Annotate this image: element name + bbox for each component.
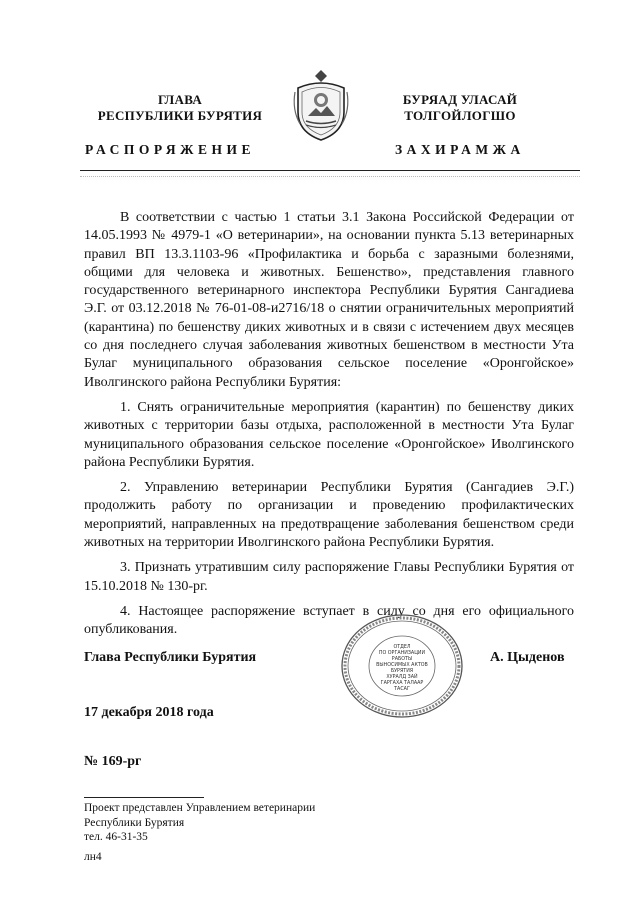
seal-line-8: ТАСАГ [394,687,410,692]
official-seal-icon [340,613,464,719]
header-left-line1: ГЛАВА [157,92,203,107]
seal-line-1: ОТДЕЛ [393,645,411,650]
signatory-name: А. Цыденов [490,650,565,665]
seal-line-4: ВЫНОСИМЫХ АКТОВ [376,663,428,668]
header-left-line2: РЕСПУБЛИКИ БУРЯТИЯ [97,108,263,123]
preamble-paragraph: В соответствии с частью 1 статьи 3.1 Закона Российской Федерации от 14.05.1993 № 4979-1 «О ветеринарии», на основании пункта 5.13 ветеринарных правил ВП 13.3.1103-96 «Профилактика и борьба с заразными болезнями, общими для человека и животных. Бешенство», представления главного государственного ветеринарного инспектора Республики Бурятия Сангадиева Э.Г. от 03.12.2018 № 76-01-08-и2716/18 о снятии ограничительных мероприятий (карантина) по бешенству диких животных и в связи с истечением двух месяцев со дня последнего случая заболевания животных бешенством в местности Ута Булаг муниципального образования сельское поселение «Оронгойское» Иволгинского района Республики Бурятия: [84,210,574,390]
footer-note [84,801,315,845]
footer-phone: тел. 46-31-35 [84,831,148,843]
footer-code: лн4 [84,851,102,863]
seal-line-3: РАБОТЫ [391,657,413,662]
seal-line-5: БУРЯТИЯ [390,669,414,674]
document-date: 17 декабря 2018 года [84,705,214,720]
seal-line-6: ХУРАЛД ЗАЙ [386,675,418,680]
footer-line-2: Республики Бурятия [84,816,185,829]
item-2-paragraph: 2. Управлению ветеринарии Республики Бурятия (Сангадиев Э.Г.) продолжить работу по организации и проведению профилактических мероприятий, направленных на предотвращение заболевания бешенством среди животных на территории Иволгинского района Республики Бурятия. [84,480,574,551]
header-right-line2: ТОЛГОЙЛОГШО [404,108,516,123]
decree-title-bur: ЗАХИРАМЖА [395,142,525,157]
footer-divider [84,797,204,798]
document-body [84,209,574,647]
header-right-line1: БУРЯАД УЛАСАЙ [402,92,518,107]
header-dotted-divider [80,176,580,177]
item-4-paragraph: 4. Настоящее распоряжение вступает в силу со дня его официального опубликования. [84,603,574,638]
seal-line-7: ГАРГАХА ТАЛААР [380,681,424,686]
header-left [80,92,280,124]
seal-line-2: ПО ОРГАНИЗАЦИИ [378,651,426,656]
item-1-paragraph: 1. Снять ограничительные мероприятия (карантин) по бешенству диких животных с территории базы отдыха, расположенной в местности Ута Булаг муниципального образования сельское поселение «Оронгойское» Иволгинского района Республики Бурятия. [84,399,574,470]
decree-title-ru: РАСПОРЯЖЕНИЕ [85,142,256,157]
coat-of-arms-icon [290,66,352,144]
footer-line-1: Проект представлен Управлением ветеринарии [84,802,316,814]
document-number: № 169-рг [84,754,142,769]
header-right [365,92,555,124]
header-divider [80,170,580,171]
item-3-paragraph: 3. Признать утратившим силу распоряжение Главы Республики Бурятия от 15.10.2018 № 130-рг. [84,560,574,594]
signatory-title: Глава Республики Бурятия [84,650,257,665]
